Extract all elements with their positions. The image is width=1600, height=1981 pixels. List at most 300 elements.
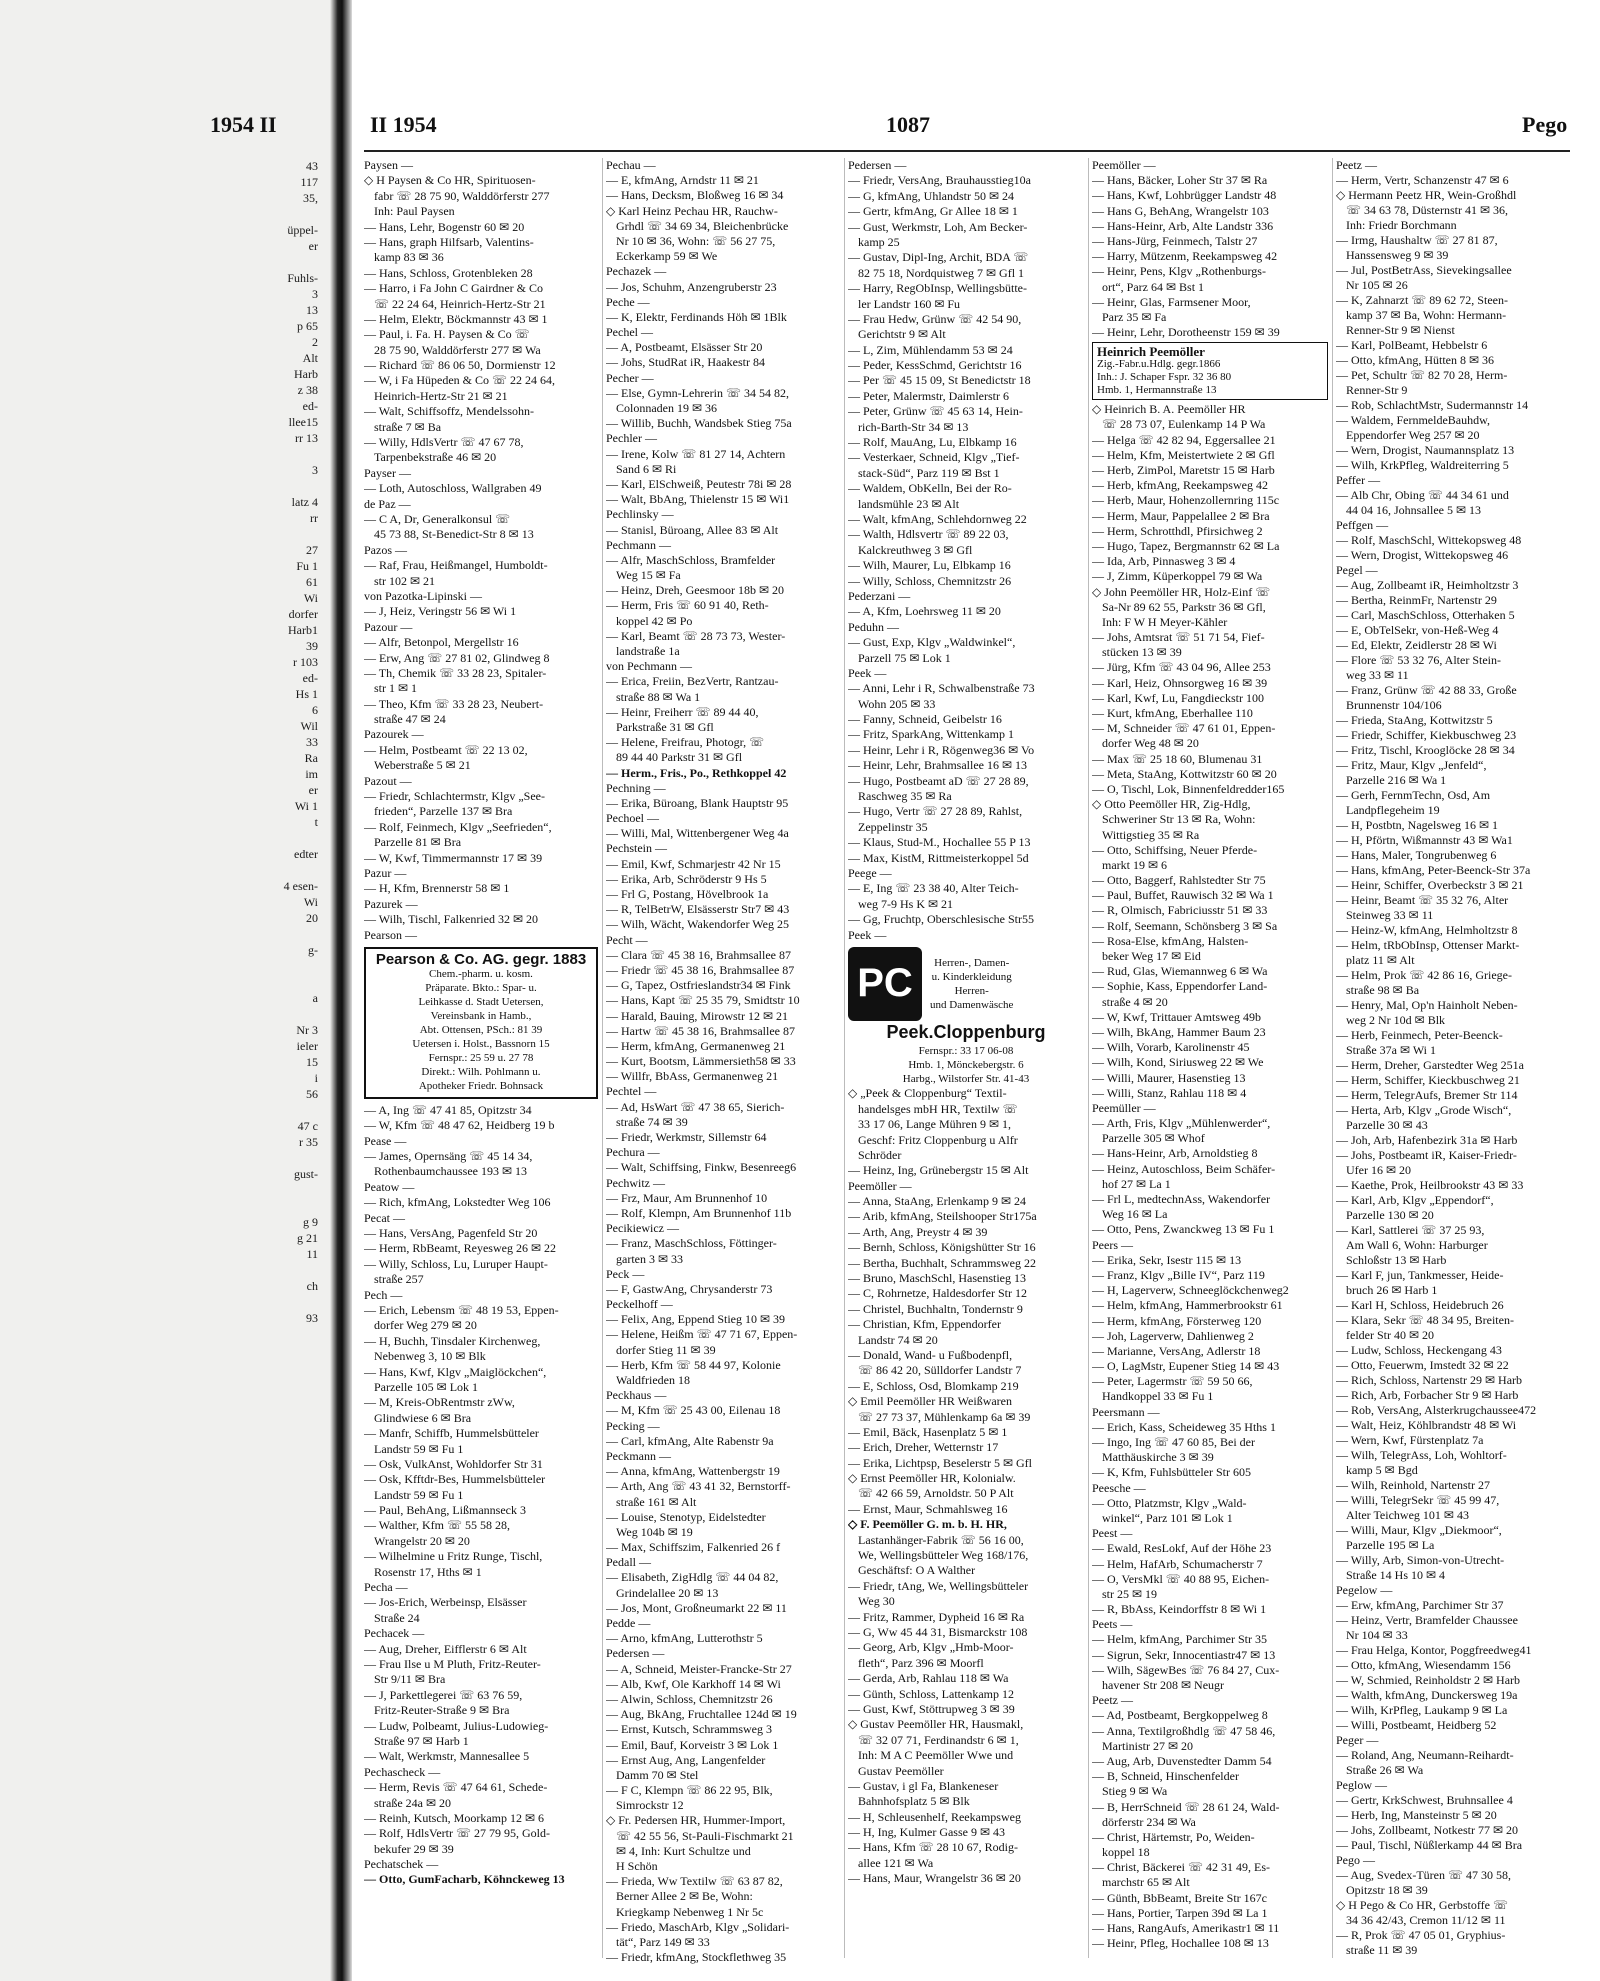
- directory-entry: — Willi, Stanz, Rahlau 118 ✉ 4: [1092, 1085, 1247, 1100]
- directory-entry: Weg 104b ✉ 19: [616, 1524, 693, 1539]
- directory-entry: Weberstraße 5 ✉ 21: [374, 758, 471, 773]
- directory-entry: — Frau Ilse u M Pluth, Fritz-Reuter-: [364, 1656, 541, 1671]
- surname-heading: Pecikiewicz —: [606, 1221, 679, 1236]
- surname-heading: Peglow —: [1336, 1778, 1387, 1792]
- left-page-fragment: a: [312, 991, 318, 1005]
- directory-entry: Rosenstr 17, Hths ✉ 1: [374, 1564, 482, 1579]
- left-page-fragment: Hs 1: [295, 687, 318, 701]
- directory-entry: ◇ Otto Peemöller HR, Zig-Hdlg,: [1092, 797, 1251, 812]
- directory-entry: — Hugo, Postbeamt aD ☏ 27 28 89,: [848, 773, 1029, 788]
- directory-entry: Landstr 74 ✉ 20: [858, 1332, 938, 1347]
- directory-entry: — Helga ☏ 42 82 94, Eggersallee 21: [1092, 432, 1276, 447]
- directory-entry: — E, Ing ☏ 23 38 40, Alter Teich-: [848, 881, 1019, 896]
- directory-entry: str 1 ✉ 1: [374, 681, 418, 696]
- directory-entry: — Friedr, Schlachtermstr, Klgv „See-: [364, 789, 545, 804]
- directory-entry: Ufer 16 ✉ 20: [1346, 1163, 1412, 1177]
- directory-entry: Parzelle 216 ✉ Wa 1: [1346, 773, 1447, 787]
- left-page-fragment: 117: [300, 175, 318, 189]
- left-page-fragment: 20: [306, 911, 318, 925]
- directory-entry: — Emil, Bäck, Hasenplatz 5 ✉ 1: [848, 1424, 1008, 1439]
- directory-entry: — Peter, Lagermstr ☏ 59 50 66,: [1092, 1374, 1253, 1389]
- directory-entry: — Heinr, Lehr, Brahmsallee 16 ✉ 13: [848, 758, 1028, 773]
- directory-entry: — Hans, Kwf, Klgv „Maiglöckchen“,: [364, 1364, 547, 1379]
- left-page-fragment: 13: [306, 303, 318, 317]
- directory-entry: — Rud, Glas, Wiemannweg 6 ✉ Wa: [1092, 964, 1268, 979]
- left-page-fragment: llee15: [288, 415, 318, 429]
- directory-entry: Sand 6 ✉ Ri: [616, 461, 677, 476]
- advert-line: Hmb. 1, Mönckebergstr. 6: [908, 1059, 1024, 1072]
- surname-heading: Pazurek —: [364, 896, 418, 911]
- directory-entry: — Karl, Sattlerei ☏ 37 25 93,: [1336, 1223, 1485, 1237]
- directory-entry: — Herta, Arb, Klgv „Grode Wisch“,: [1336, 1103, 1512, 1117]
- directory-entry: — Henry, Mal, Op'n Hainholt Neben-: [1336, 998, 1518, 1012]
- advert-line: und Damenwäsche: [930, 998, 1014, 1011]
- directory-entry: — Sophie, Kass, Eppendorfer Land-: [1092, 979, 1268, 994]
- directory-entry: — Willy, HdlsVertr ☏ 47 67 78,: [364, 435, 524, 450]
- peek-cloppenburg-advertisement: [848, 947, 1084, 1086]
- directory-entry: — Erw, kfmAng, Parchimer Str 37: [1336, 1598, 1504, 1612]
- directory-entry: — K, Zahnarzt ☏ 89 62 72, Steen-: [1336, 293, 1508, 307]
- directory-column-2: [606, 158, 840, 1965]
- directory-entry: — H, Lagerverw, Schneeglöckchenweg2: [1092, 1283, 1289, 1298]
- directory-entry: — Frieda, Ww Textilw ☏ 63 87 82,: [606, 1874, 783, 1889]
- directory-entry: — Wilh, Reinhold, Nartenstr 27: [1336, 1478, 1490, 1492]
- directory-entry: Parzelle 195 ✉ La: [1346, 1538, 1435, 1552]
- directory-entry: str 25 ✉ 19: [1102, 1586, 1158, 1601]
- directory-entry: Nr 10 ✉ 36, Wohn: ☏ 56 27 75,: [616, 233, 776, 248]
- directory-entry: Renner-Str 9: [1346, 383, 1408, 397]
- left-page-fragment: [28, 1262, 318, 1278]
- directory-entry: — Herb, ZimPol, Maretstr 15 ✉ Harb: [1092, 463, 1275, 477]
- surname-heading: Pecht —: [606, 932, 648, 947]
- surname-heading: Pechning —: [606, 780, 666, 795]
- directory-entry: — B, Schneid, Hinschenfelder: [1092, 1769, 1239, 1784]
- directory-entry: Straße 24: [374, 1610, 420, 1625]
- directory-entry: beker Weg 17 ✉ Eid: [1102, 949, 1201, 963]
- left-page-fragment: [28, 958, 318, 974]
- surname-heading: Pechtel —: [606, 1084, 657, 1099]
- left-page-fragment: 4 esen-: [283, 879, 318, 893]
- directory-entry: — Hans, Kfm ☏ 28 10 67, Rodig-: [848, 1840, 1018, 1855]
- directory-entry: — Heinr, Pfleg, Hochallee 108 ✉ 13: [1092, 1936, 1269, 1951]
- directory-column-3: [848, 158, 1084, 1965]
- surname-heading: Peersmann —: [1092, 1404, 1160, 1419]
- surname-heading: Pegelow —: [1336, 1583, 1393, 1597]
- directory-entry: — E, Schloss, Osd, Blomkamp 219: [848, 1378, 1019, 1393]
- directory-entry: Opitzstr 18 ✉ 39: [1346, 1883, 1428, 1897]
- directory-entry: — Ernst, Kutsch, Schrammsweg 3: [606, 1722, 772, 1737]
- surname-heading: Peffgen —: [1336, 518, 1389, 532]
- surname-heading: Peesche —: [1092, 1480, 1146, 1495]
- directory-entry: — H, Ing, Kulmer Gasse 9 ✉ 43: [848, 1825, 1006, 1840]
- directory-entry: markt 19 ✉ 6: [1102, 857, 1168, 872]
- directory-entry: — Christ, Härtemstr, Po, Weiden-: [1092, 1829, 1255, 1844]
- directory-entry: — H, Schleusenhelf, Reekampsweg: [848, 1809, 1021, 1824]
- directory-entry: — Louise, Stenotyp, Eidelstedter: [606, 1509, 766, 1524]
- left-page-fragment: [28, 1198, 318, 1214]
- directory-entry: — W, Kwf, Trittauer Amtsweg 49b: [1092, 1009, 1262, 1024]
- directory-entry: Landpflegeheim 19: [1346, 803, 1440, 817]
- directory-entry: — Erich, Dreher, Wetternstr 17: [848, 1440, 999, 1455]
- directory-entry: — Hans G, BehAng, Wrangelstr 103: [1092, 203, 1269, 218]
- column-divider: [1332, 158, 1333, 1958]
- directory-entry: — Jürg, Kfm ☏ 43 04 96, Allee 253: [1092, 660, 1271, 675]
- directory-entry: ◇ Ernst Peemöller HR, Kolonialw.: [848, 1471, 1016, 1486]
- directory-entry: — W, i Fa Hüpeden & Co ☏ 22 24 64,: [364, 373, 556, 388]
- directory-entry: — Rolf, Feinmech, Klgv „Seefrieden“,: [364, 819, 552, 834]
- directory-entry: Colonnaden 19 ✉ 36: [616, 401, 718, 415]
- directory-entry: — G, Tapez, Ostfrieslandstr34 ✉ Fink: [606, 978, 791, 993]
- directory-entry: — Emil, Bauf, Korveistr 3 ✉ Lok 1: [606, 1737, 779, 1752]
- directory-entry: — Paul, Buffet, Rauwisch 32 ✉ Wa 1: [1092, 888, 1274, 903]
- directory-entry: weg 7-9 Hs K ✉ 21: [858, 896, 954, 911]
- directory-entry: — Gerh, FernmTechn, Osd, Am: [1336, 788, 1491, 802]
- directory-entry: — Aug, Svedex-Türen ☏ 47 30 58,: [1336, 1868, 1511, 1882]
- left-page-fragment: [28, 1182, 318, 1198]
- left-page-text: [28, 158, 318, 1326]
- directory-entry: — Helm, Kfm, Meistertwiete 2 ✉ Gfl: [1092, 447, 1275, 462]
- directory-entry: — Heinr, Pens, Klgv „Rothenburgs-: [1092, 264, 1266, 279]
- left-page-fragment: Harb1: [288, 623, 318, 637]
- directory-entry: straße 24a ✉ 20: [374, 1795, 452, 1810]
- directory-entry: — Vesterkaer, Schneid, Klgv „Tief-: [848, 450, 1020, 465]
- directory-entry: — Willy, Arb, Simon-von-Utrecht-: [1336, 1553, 1505, 1567]
- directory-entry: — Willfr, BbAss, Germanenweg 21: [606, 1069, 779, 1084]
- directory-entry: — Gg, Fruchtp, Oberschlesische Str55: [848, 912, 1034, 927]
- left-page-fragment: ieler: [296, 1039, 318, 1053]
- directory-entry: — Fritz, Tischl, Krooglöcke 28 ✉ 34: [1336, 743, 1515, 757]
- directory-entry: ◇ „Peek & Cloppenburg“ Textil-: [848, 1086, 1007, 1101]
- directory-entry: ◇ Karl Heinz Pechau HR, Rauchw-: [606, 203, 778, 218]
- heinrich-peemoeller-advertisement: [1092, 342, 1328, 400]
- directory-entry: — Per ☏ 45 15 09, St Benedictstr 18: [848, 373, 1031, 388]
- directory-entry: landstraße 1a: [616, 644, 680, 658]
- directory-entry: — G, kfmAng, Uhlandstr 50 ✉ 24: [848, 188, 1015, 203]
- directory-entry: — Theo, Kfm ☏ 33 28 23, Neubert-: [364, 696, 544, 711]
- directory-entry: — Alfr, Betonpol, Mergellstr 16: [364, 635, 519, 650]
- directory-entry: — Fanny, Schneid, Geibelstr 16: [848, 712, 1002, 727]
- surname-heading: Pedall —: [606, 1555, 651, 1570]
- directory-entry: stack-Süd“, Parz 119 ✉ Bst 1: [858, 465, 1000, 480]
- directory-entry: — Gust, Werkmstr, Loh, Am Becker-: [848, 219, 1028, 234]
- directory-entry: — F C, Klempn ☏ 86 22 95, Blk,: [606, 1783, 773, 1798]
- directory-entry: Geschäftsf: O A Walther: [858, 1563, 976, 1578]
- directory-entry: Simrockstr 12: [616, 1798, 684, 1813]
- directory-entry: — Harro, i Fa John C Gairdner & Co: [364, 281, 543, 296]
- directory-entry: ☏ 27 73 37, Mühlenkamp 6a ✉ 39: [858, 1409, 1031, 1424]
- left-page-fragment: dorfer: [288, 607, 318, 621]
- left-page-fragment: 3: [312, 287, 318, 301]
- directory-entry: — Paul, BehAng, Lißmannseck 3: [364, 1503, 526, 1518]
- directory-entry: — Kaethe, Prok, Heilbrookstr 43 ✉ 33: [1336, 1178, 1524, 1192]
- directory-entry: — H, Buchh, Tinsdaler Kirchenweg,: [364, 1333, 541, 1348]
- directory-entry: — Joh, Arb, Hafenbezirk 31a ✉ Harb: [1336, 1133, 1518, 1147]
- directory-entry: — Erich, Kass, Scheideweg 35 Hths 1: [1092, 1419, 1276, 1434]
- directory-entry: — Paul, Tischl, Nüßlerkamp 44 ✉ Bra: [1336, 1838, 1523, 1852]
- directory-entry: — Helene, Heißm ☏ 47 71 67, Eppen-: [606, 1327, 798, 1342]
- directory-entry: ◇ H Paysen & Co HR, Spirituosen-: [364, 173, 536, 188]
- left-page-fragment: [28, 862, 318, 878]
- directory-entry: — Ingo, Ing ☏ 47 60 85, Bei der: [1092, 1435, 1255, 1449]
- directory-entry: Parzell 75 ✉ Lok 1: [858, 650, 951, 665]
- directory-entry: — Hans-Heinr, Arb, Alte Landstr 336: [1092, 218, 1274, 233]
- directory-entry: — Hartw ☏ 45 38 16, Brahmsallee 87: [606, 1023, 795, 1038]
- directory-entry: — Harald, Bauing, Mirowstr 12 ✉ 21: [606, 1008, 789, 1023]
- directory-entry: Inh: Friedr Borchmann: [1346, 218, 1457, 232]
- directory-entry: — Karl H, Schloss, Heidebruch 26: [1336, 1298, 1504, 1312]
- directory-entry: Rothenbaumchaussee 193 ✉ 13: [374, 1164, 528, 1179]
- directory-entry: — Arth, Ang ☏ 43 41 32, Bernstorff-: [606, 1479, 791, 1494]
- advert-firm-name: Heinrich Peemöller: [1097, 344, 1205, 360]
- directory-entry: — Gust, Exp, Klgv „Waldwinkel“,: [848, 635, 1016, 650]
- surname-heading: Payser —: [364, 465, 411, 480]
- directory-entry: — Rob, SchlachtMstr, Sudermannstr 14: [1336, 398, 1529, 412]
- directory-entry: — Herb, kfmAng, Reekampsweg 42: [1092, 478, 1268, 493]
- directory-entry: tät“, Parz 149 ✉ 33: [616, 1934, 710, 1949]
- directory-entry: stücken 13 ✉ 39: [1102, 645, 1182, 660]
- directory-entry: straße 4 ✉ 20: [1102, 994, 1168, 1009]
- surname-heading: von Pazotka-Lipinski —: [364, 588, 482, 603]
- surname-heading: Pazos —: [364, 542, 407, 557]
- directory-entry: — Friedr, tAng, We, Wellingsbütteler: [848, 1578, 1029, 1593]
- directory-entry: — Aug, Zollbeamt iR, Heimholtzstr 3: [1336, 578, 1519, 592]
- directory-entry: — Anni, Lehr i R, Schwalbenstraße 73: [848, 681, 1035, 696]
- directory-entry: — Hans, kfmAng, Peter-Beenck-Str 37a: [1336, 863, 1531, 877]
- directory-entry: — Anna, kfmAng, Wattenbergstr 19: [606, 1464, 780, 1479]
- directory-entry: — Else, Gymn-Lehrerin ☏ 34 54 82,: [606, 385, 789, 400]
- directory-entry: — Jul, PostBetrAss, Sievekingsallee: [1336, 263, 1512, 277]
- directory-entry: — Reinh, Kutsch, Moorkamp 12 ✉ 6: [364, 1810, 545, 1825]
- directory-entry: Straße 97 ✉ Harb 1: [374, 1733, 469, 1748]
- left-page-fragment: g 21: [297, 1231, 318, 1245]
- advert-line: Inh.: J. Schaper Fspr. 32 36 80: [1097, 371, 1232, 384]
- directory-entry: — Aug, Arb, Duvenstedter Damm 54: [1092, 1753, 1272, 1768]
- directory-entry: Wittigstieg 35 ✉ Ra: [1102, 827, 1200, 842]
- left-page-fragment: 27: [306, 543, 318, 557]
- directory-entry: — Helm, Elektr, Böckmannstr 43 ✉ 1: [364, 311, 548, 326]
- directory-entry: Schröder: [858, 1147, 902, 1162]
- directory-entry: Kriegkamp Nebenweg 1 Nr 5c: [616, 1904, 764, 1919]
- directory-entry: — Frl L, medtechnAss, Wakendorfer: [1092, 1192, 1271, 1206]
- advert-line: Vereinsbank in Hamb.,: [430, 1009, 532, 1022]
- left-page: [0, 0, 330, 1981]
- directory-entry: — Hans-Jürg, Feinmech, Talstr 27: [1092, 233, 1258, 248]
- surname-heading: Peckelhoff —: [606, 1297, 673, 1312]
- advert-line: u. Kinderkleidung: [931, 970, 1012, 983]
- left-page-fragment: 56: [306, 1087, 318, 1101]
- left-page-fragment: edter: [294, 847, 318, 861]
- directory-entry: — Friedr, Schiffer, Kiekbuschweg 23: [1336, 728, 1517, 742]
- left-page-fragment: 35,: [303, 191, 318, 205]
- directory-entry: — H, Kfm, Brennerstr 58 ✉ 1: [364, 881, 510, 896]
- directory-entry: — Rolf, Klempn, Am Brunnenhof 11b: [606, 1205, 792, 1220]
- directory-entry: — Peder, KessSchmd, Gerichtstr 16: [848, 358, 1022, 373]
- left-page-fragment: ed-: [302, 671, 318, 685]
- surname-heading: Peemüller —: [1092, 1100, 1156, 1115]
- left-page-fragment: g-: [308, 943, 318, 957]
- directory-entry: Gustav Peemöller: [858, 1763, 944, 1778]
- left-page-fragment: 3: [312, 463, 318, 477]
- directory-entry: Waldfrieden 18: [616, 1373, 691, 1387]
- directory-entry: Landstr 59 ✉ Fu 1: [374, 1441, 464, 1456]
- directory-entry: straße 88 ✉ Wa 1: [616, 689, 701, 704]
- directory-entry: winkel“, Parz 101 ✉ Lok 1: [1102, 1510, 1233, 1525]
- directory-entry: — Wilh, KrPfleg, Laukamp 9 ✉ La: [1336, 1703, 1508, 1717]
- directory-entry: — Irene, Kolw ☏ 81 27 14, Achtern: [606, 446, 786, 461]
- directory-entry: — Friedo, MaschArb, Klgv „Solidari-: [606, 1919, 790, 1934]
- directory-entry: — Frau Hedw, Grünw ☏ 42 54 90,: [848, 311, 1022, 326]
- directory-entry: — Heinz-W, kfmAng, Helmholtzstr 8: [1336, 923, 1518, 937]
- directory-entry: — M, Kreis-ObRentmstr zWw,: [364, 1395, 515, 1410]
- directory-entry: — Otto, Platzmstr, Klgv „Wald-: [1092, 1495, 1247, 1510]
- left-page-fragment: [28, 974, 318, 990]
- directory-entry: — Gustav, Dipl-Ing, Archit, BDA ☏: [848, 250, 1029, 265]
- directory-entry: 33 17 06, Lange Mühren 9 ✉ 1,: [858, 1117, 1012, 1132]
- directory-entry: — Anna, StaAng, Erlenkamp 9 ✉ 24: [848, 1194, 1027, 1209]
- directory-entry: — L, Zim, Mühlendamm 53 ✉ 24: [848, 342, 1013, 357]
- page-header-left: II 1954: [370, 112, 437, 137]
- directory-entry: — Willy, Schloss, Chemnitzstr 26: [848, 573, 1012, 588]
- directory-entry: — Hans, Portier, Tarpen 39d ✉ La 1: [1092, 1905, 1268, 1920]
- directory-entry: — Herm, Schrotthdl, Pfirsichweg 2: [1092, 523, 1263, 538]
- directory-entry: Parkstraße 31 ✉ Gfl: [616, 719, 714, 734]
- directory-entry: — Bernh, Schloss, Königshütter Str 16: [848, 1240, 1036, 1255]
- directory-entry: — Hans, graph Hilfsarb, Valentins-: [364, 234, 534, 249]
- directory-entry: — Arib, kfmAng, Steilshooper Str175a: [848, 1209, 1037, 1224]
- directory-entry: ☏ 42 55 56, St-Pauli-Fischmarkt 21: [616, 1828, 794, 1843]
- left-page-fragment: Fuhls-: [287, 271, 318, 285]
- directory-entry: H Schön: [616, 1859, 658, 1873]
- surname-heading: Peatow —: [364, 1179, 415, 1194]
- directory-entry: ◇ Hermann Peetz HR, Wein-Großhdl: [1336, 188, 1517, 202]
- directory-entry: kamp 83 ✉ 36: [374, 250, 444, 265]
- directory-entry: — Otto, kfmAng, Wiesendamm 156: [1336, 1658, 1511, 1672]
- directory-entry: — Erica, Freiin, BezVertr, Rantzau-: [606, 674, 779, 689]
- surname-heading: Pazour —: [364, 619, 413, 634]
- directory-entry: 34 36 42/43, Cremon 11/12 ✉ 11: [1346, 1913, 1506, 1927]
- directory-entry: — Fritz, Rammer, Dypheid 16 ✉ Ra: [848, 1609, 1025, 1624]
- directory-entry: — Jos-Erich, Werbeinsp, Elsässer: [364, 1595, 527, 1610]
- directory-entry: — Herm, Vertr, Schanzenstr 47 ✉ 6: [1336, 173, 1509, 187]
- directory-entry: — Johs, Amtsrat ☏ 51 71 54, Fief-: [1092, 630, 1265, 645]
- directory-entry: — Hugo, Vertr ☏ 27 28 89, Rahlst,: [848, 804, 1023, 819]
- directory-entry: — Christel, Buchhaltn, Tondernstr 9: [848, 1301, 1023, 1316]
- directory-entry: Glindwiese 6 ✉ Bra: [374, 1410, 472, 1425]
- advert-line: Apotheker Friedr. Bohnsack: [418, 1079, 544, 1092]
- directory-entry: — Herb, Kfm ☏ 58 44 97, Kolonie: [606, 1357, 781, 1372]
- left-page-header: 1954 II: [210, 112, 277, 137]
- directory-entry: — Frieda, StaAng, Kottwitzstr 5: [1336, 713, 1493, 727]
- directory-column-1: [364, 158, 598, 1965]
- directory-entry: — Wilh, Maurer, Lu, Elbkamp 16: [848, 558, 1011, 573]
- directory-entry: We, Wellingsbütteler Weg 168/176,: [858, 1548, 1029, 1563]
- directory-entry: — Heinz, Autoschloss, Beim Schäfer-: [1092, 1161, 1276, 1176]
- directory-entry: — Paul, i. Fa. H. Paysen & Co ☏: [364, 327, 530, 342]
- directory-entry: koppel 42 ✉ Po: [616, 613, 693, 628]
- directory-entry: — Meta, StaAng, Kottwitzstr 60 ✉ 20: [1092, 766, 1277, 781]
- directory-entry: — Arth, Ang, Preystr 4 ✉ 39: [848, 1224, 988, 1239]
- directory-entry: — Alwin, Schloss, Chemnitzstr 26: [606, 1691, 773, 1706]
- left-page-fragment: er: [308, 239, 318, 253]
- directory-entry: — Franz, MaschSchloss, Föttinger-: [606, 1236, 777, 1251]
- directory-entry: — Peter, Malermstr, Daimlerstr 6: [848, 388, 1009, 403]
- surname-heading: Pecat —: [364, 1210, 405, 1225]
- directory-entry: Parzelle 30 ✉ 43: [1346, 1118, 1428, 1132]
- directory-entry: Weg 30: [858, 1594, 895, 1609]
- directory-entry: — Otto, GumFacharb, Köhnckeweg 13: [364, 1872, 565, 1887]
- directory-entry: — Walt, Werkmstr, Mannesallee 5: [364, 1749, 530, 1764]
- surname-heading: Peck —: [606, 1266, 645, 1281]
- directory-entry: — Heinr, Schiffer, Overbeckstr 3 ✉ 21: [1336, 878, 1524, 892]
- directory-entry: Am Wall 6, Wohn: Harburger: [1346, 1238, 1488, 1252]
- directory-entry: — A, Schneid, Meister-Francke-Str 27: [606, 1661, 792, 1676]
- directory-entry: Parzelle 305 ✉ Whof: [1102, 1131, 1205, 1146]
- book-gutter: [330, 0, 352, 1981]
- directory-entry: Grindelallee 20 ✉ 13: [616, 1585, 719, 1600]
- surname-heading: Pechascheck —: [364, 1764, 441, 1779]
- directory-entry: — Erika, Sekr, Isestr 115 ✉ 13: [1092, 1252, 1242, 1267]
- surname-heading: Pechel —: [606, 325, 653, 340]
- directory-entry: — Walt, Schiffsing, Finkw, Besenreeg6: [606, 1160, 797, 1175]
- left-page-fragment: [28, 1102, 318, 1118]
- directory-entry: — Franz, Klgv „Bille IV“, Parz 119: [1092, 1267, 1265, 1282]
- surname-heading: Pecha —: [364, 1580, 408, 1595]
- directory-entry: — Aug, BkAng, Fruchtallee 124d ✉ 19: [606, 1707, 797, 1722]
- left-page-fragment: Fu 1: [296, 559, 318, 573]
- advert-line: Leihkasse d. Stadt Uetersen,: [418, 995, 544, 1008]
- directory-entry: Parz 35 ✉ Fa: [1102, 309, 1167, 324]
- surname-heading: Peche —: [606, 294, 650, 309]
- left-page-fragment: 61: [306, 575, 318, 589]
- directory-entry: — Th, Chemik ☏ 33 28 23, Spitaler-: [364, 665, 547, 680]
- directory-entry: Inh: F W H Meyer-Kähler: [1102, 614, 1228, 629]
- left-page-fragment: er: [308, 783, 318, 797]
- surname-heading: Peffer —: [1336, 473, 1381, 487]
- left-page-fragment: Wi: [303, 895, 318, 909]
- directory-entry: ◇ John Peemöller HR, Holz-Einf ☏: [1092, 584, 1271, 599]
- advert-line: Hmb. 1, Hermannstraße 13: [1097, 384, 1217, 397]
- pearson-advertisement: [364, 947, 598, 1099]
- directory-entry: — Osk, VulkAnst, Wohldorfer Str 31: [364, 1456, 543, 1471]
- directory-entry: — O, LagMstr, Eupener Stieg 14 ✉ 43: [1092, 1359, 1280, 1374]
- directory-entry: — Helm, HafArb, Schumacherstr 7: [1092, 1556, 1263, 1571]
- directory-entry: Straße 14 Hs 10 ✉ 4: [1346, 1568, 1446, 1582]
- directory-entry: ler Landstr 160 ✉ Fu: [858, 296, 961, 311]
- directory-entry: — Franz, Grünw ☏ 42 88 33, Große: [1336, 683, 1517, 697]
- left-page-fragment: 39: [306, 639, 318, 653]
- surname-heading: Pegel —: [1336, 563, 1378, 577]
- surname-heading: Pechau —: [606, 158, 656, 172]
- directory-entry: — J, Parkettlegerei ☏ 63 76 59,: [364, 1687, 523, 1702]
- directory-entry: — Max, KistM, Rittmeisterkoppel 5d: [848, 850, 1029, 865]
- directory-entry: Matthäuskirche 3 ✉ 39: [1102, 1450, 1214, 1465]
- directory-entry: Str 9/11 ✉ Bra: [374, 1672, 446, 1687]
- directory-entry: — Hans, VersAng, Pagenfeld Str 20: [364, 1226, 538, 1241]
- directory-entry: — Walt, kfmAng, Schlehdornweg 22: [848, 511, 1027, 526]
- directory-entry: — W, Kfm ☏ 48 47 62, Heidberg 19 b: [364, 1118, 555, 1133]
- directory-entry: — Herb, Ing, Mansteinstr 5 ✉ 20: [1336, 1808, 1497, 1822]
- column-divider: [844, 158, 845, 1958]
- directory-entry: — Rolf, MaschSchl, Wittekopsweg 48: [1336, 533, 1522, 547]
- directory-entry: — Georg, Arb, Klgv „Hmb-Moor-: [848, 1640, 1014, 1655]
- directory-entry: — Herb, Feinmech, Peter-Beenck-: [1336, 1028, 1503, 1042]
- directory-entry: — Heinz, Vertr, Bramfelder Chaussee: [1336, 1613, 1518, 1627]
- directory-entry: — Johs, Postbeamt iR, Kaiser-Friedr-: [1336, 1148, 1517, 1162]
- directory-entry: Weg 16 ✉ La: [1102, 1207, 1168, 1222]
- directory-entry: — Helene, Freifrau, Photogr, ☏: [606, 735, 765, 750]
- directory-entry: — Ad, Postbeamt, Bergkoppelweg 8: [1092, 1708, 1268, 1723]
- directory-entry: — Herm, kfmAng, Germanenweg 21: [606, 1038, 786, 1053]
